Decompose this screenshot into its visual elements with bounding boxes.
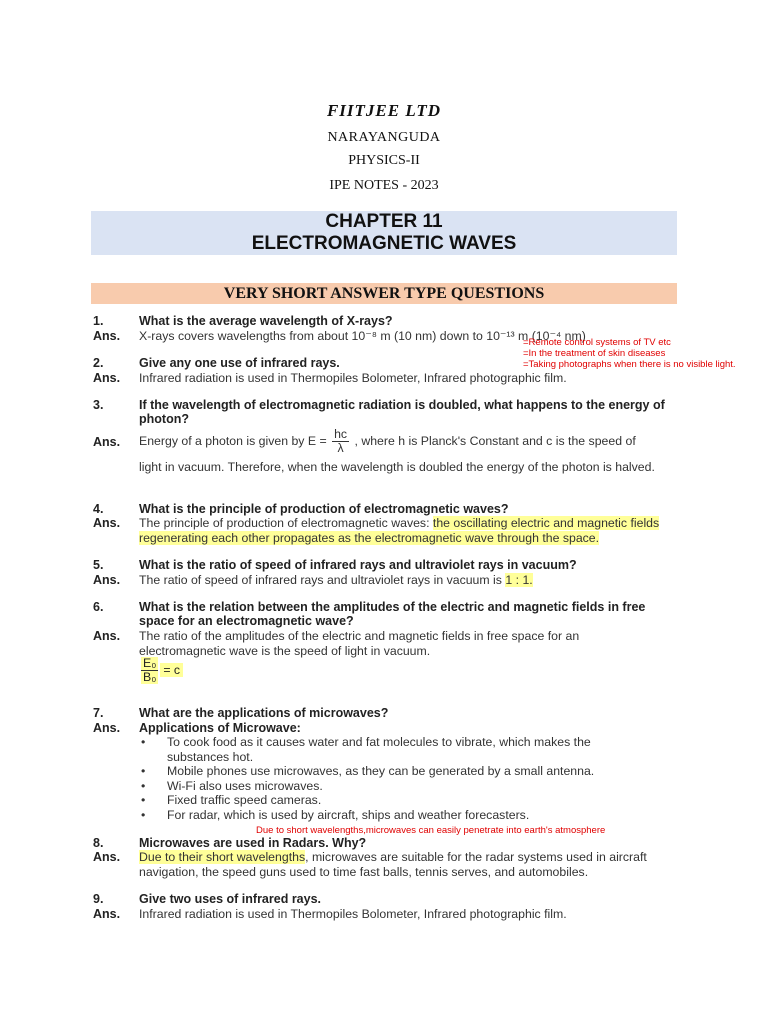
q6-formula-rhs: = c <box>160 663 183 677</box>
q3-formula <box>332 428 349 455</box>
q5-question: What is the ratio of speed of infrared rays and ultraviolet rays in vacuum? <box>139 558 577 572</box>
q6-formula <box>139 657 183 684</box>
q3-answer-cont: light in vacuum. Therefore, when the wavelength is doubled the energy of the photon is halved. <box>139 460 655 474</box>
q7-number: 7. <box>93 706 104 720</box>
list-item: • For radar, which is used by aircraft, ships and weather forecasters. <box>139 808 639 823</box>
q7-bullet-list <box>139 735 639 823</box>
q7-ans-label: Ans. <box>93 721 121 735</box>
section-title: VERY SHORT ANSWER TYPE QUESTIONS <box>91 283 677 304</box>
q6-number: 6. <box>93 600 104 614</box>
q6-ans-label: Ans. <box>93 629 121 643</box>
q4-answer-prefix: The principle of production of electromagnetic waves: <box>139 516 433 530</box>
q6-formula-fraction <box>141 657 158 684</box>
q2-answer: Infrared radiation is used in Thermopiles Bolometer, Infrared photographic film. <box>139 371 567 385</box>
list-item: • Mobile phones use microwaves, as they can be generated by a small antenna. <box>139 764 639 779</box>
q5-answer-prefix: The ratio of speed of infrared rays and ultraviolet rays in vacuum is <box>139 573 506 587</box>
chapter-title: ELECTROMAGNETIC WAVES <box>251 233 517 254</box>
q3-answer-suffix: , where h is Planck's Constant and c is the speed of <box>354 434 636 448</box>
q1-ans-label: Ans. <box>93 329 121 343</box>
chapter-banner <box>91 211 677 255</box>
q4-answer-highlight: the oscillating electric and magnetic fields regenerating each other propagates as the electromagnetic wave through the space. <box>139 516 660 545</box>
q5-answer <box>139 573 684 588</box>
q5-ans-label: Ans. <box>93 573 121 587</box>
q4-ans-label: Ans. <box>93 516 121 530</box>
q3-number: 3. <box>93 398 104 412</box>
chapter-number: CHAPTER 11 <box>325 211 443 232</box>
q9-question: Give two uses of infrared rays. <box>139 892 322 906</box>
q7-question: What are the applications of microwaves? <box>139 706 389 720</box>
q3-answer-prefix: Energy of a photon is given by E = <box>139 434 327 448</box>
q6-question: What is the relation between the amplitudes of the electric and magnetic fields in free space for an electromagnetic wave? <box>139 600 646 628</box>
q2-question: Give any one use of infrared rays. <box>139 356 340 370</box>
q1-number: 1. <box>93 314 104 328</box>
annotation-ir-use-2: =In the treatment of skin diseases <box>523 348 666 359</box>
q9-ans-label: Ans. <box>93 907 121 921</box>
notes-title: IPE NOTES - 2023 <box>329 178 439 193</box>
list-item: • Fixed traffic speed cameras. <box>139 793 639 808</box>
q4-question: What is the principle of production of electromagnetic waves? <box>139 502 509 516</box>
q8-ans-label: Ans. <box>93 850 121 864</box>
q3-question: If the wavelength of electromagnetic radiation is doubled, what happens to the energy of photon? <box>139 398 665 426</box>
q8-question: Microwaves are used in Radars. Why? <box>139 836 367 850</box>
organization-name: FIITJEE LTD <box>326 101 442 120</box>
q4-number: 4. <box>93 502 104 516</box>
q3-answer-line <box>139 427 684 455</box>
annotation-ir-use-1: =Remote control systems of TV etc <box>523 337 671 348</box>
q1-answer: X-rays covers wavelengths from about 10⁻⁸ m (10 nm) down to 10⁻¹³ m (10⁻⁴ nm) <box>139 329 586 343</box>
q7-answer-heading: Applications of Microwave: <box>139 721 301 735</box>
q8-number: 8. <box>93 836 104 850</box>
q8-answer <box>139 850 679 879</box>
q1-question: What is the average wavelength of X-rays? <box>139 314 393 328</box>
q3-formula-denominator: λ <box>337 441 344 456</box>
q5-number: 5. <box>93 558 104 572</box>
q2-ans-label: Ans. <box>93 371 121 385</box>
q6-formula-denominator: B₀ <box>143 670 157 684</box>
q9-answer: Infrared radiation is used in Thermopiles Bolometer, Infrared photographic film. <box>139 907 567 921</box>
q5-answer-highlight: 1 : 1. <box>505 573 533 587</box>
list-item: • To cook food as it causes water and fat molecules to vibrate, which makes the substances hot. <box>139 735 639 764</box>
subject-name: PHYSICS-II <box>348 153 420 168</box>
annotation-microwave: Due to short wavelengths,microwaves can easily penetrate into earth's atmosphere <box>256 825 606 836</box>
list-item: • Wi-Fi also uses microwaves. <box>139 779 639 794</box>
q6-answer: The ratio of the amplitudes of the electric and magnetic fields in free space for an electromagnetic wave is the speed of light in vacuum. <box>139 629 580 658</box>
annotation-ir-use-3: =Taking photographs when there is no visible light. <box>523 359 736 370</box>
q2-number: 2. <box>93 356 104 370</box>
q4-answer <box>139 516 664 545</box>
q8-answer-highlight: Due to their short wavelengths <box>139 850 306 864</box>
branch-name: NARAYANGUDA <box>327 130 441 145</box>
q3-ans-label: Ans. <box>93 435 121 449</box>
q6-formula-numerator: E₀ <box>143 656 157 670</box>
q3-formula-numerator: hc <box>334 427 348 442</box>
q8-answer-rest: , microwaves are suitable for the radar systems used in aircraft navigation, the speed guns used to time fast balls, tennis serves, and automobiles. <box>139 850 647 879</box>
q9-number: 9. <box>93 892 104 906</box>
